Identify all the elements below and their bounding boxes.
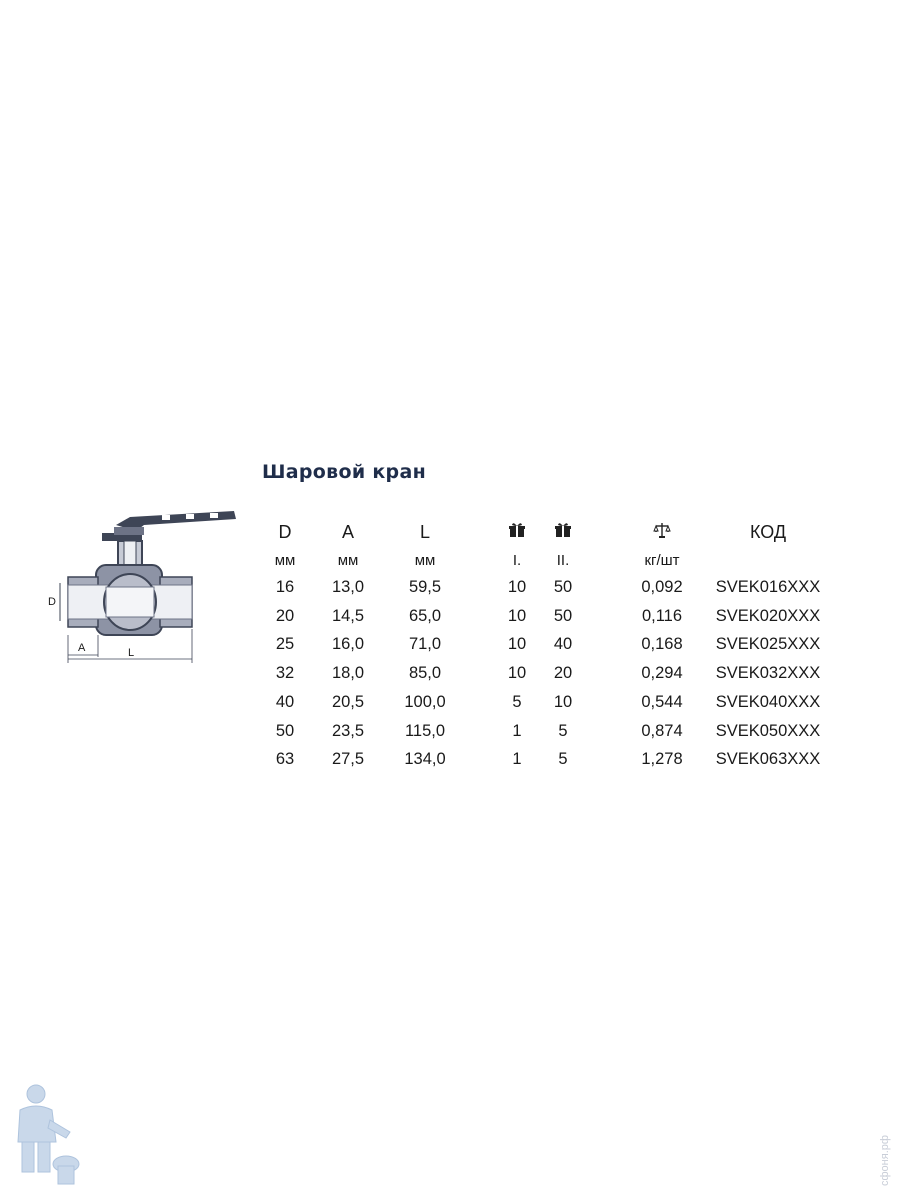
table-cell: SVEK040XXX bbox=[715, 692, 821, 711]
product-title: Шаровой кран bbox=[262, 461, 426, 483]
column-header-d: D bbox=[278, 522, 292, 542]
table-cell: SVEK020XXX bbox=[715, 606, 821, 625]
table-cell: 85,0 bbox=[408, 664, 442, 683]
table-cell: 18,0 bbox=[331, 664, 365, 683]
scales-icon bbox=[653, 521, 671, 539]
table-cell: 10 bbox=[507, 635, 527, 654]
table-cell: 63 bbox=[275, 750, 295, 769]
table-cell: 40 bbox=[553, 635, 573, 654]
table-cell: 1 bbox=[512, 750, 522, 769]
table-cell: 0,874 bbox=[641, 721, 683, 740]
column-unit-weight: кг/шт bbox=[644, 552, 680, 569]
table-cell: SVEK025XXX bbox=[715, 635, 821, 654]
table-cell: 5 bbox=[558, 721, 568, 740]
column-unit-d: мм bbox=[274, 552, 296, 569]
diagram-label-d: D bbox=[48, 596, 56, 608]
table-cell: 100,0 bbox=[404, 692, 446, 711]
table-cell: 0,168 bbox=[641, 635, 683, 654]
svg-text:сфоня.рф: сфоня.рф bbox=[879, 1135, 891, 1186]
table-cell: 0,544 bbox=[641, 692, 683, 711]
site-watermark bbox=[876, 1090, 892, 1190]
package-icon bbox=[554, 521, 572, 539]
table-cell: 20 bbox=[275, 606, 295, 625]
column-unit-a: мм bbox=[337, 552, 359, 569]
column-header-l: L bbox=[419, 522, 431, 542]
table-cell: 16,0 bbox=[331, 635, 365, 654]
table-cell: 25 bbox=[275, 635, 295, 654]
column-unit-pack2: II. bbox=[556, 552, 570, 569]
table-cell: 71,0 bbox=[408, 635, 442, 654]
table-cell: 134,0 bbox=[404, 750, 446, 769]
table-cell: 10 bbox=[507, 664, 527, 683]
table-cell: SVEK032XXX bbox=[715, 664, 821, 683]
table-cell: 10 bbox=[507, 606, 527, 625]
table-cell: 0,116 bbox=[641, 606, 683, 625]
table-cell: 59,5 bbox=[408, 578, 442, 596]
table-cell: 50 bbox=[553, 606, 573, 625]
table-cell: 40 bbox=[275, 692, 295, 711]
table-cell: 1 bbox=[512, 721, 522, 740]
package-icon bbox=[508, 521, 526, 539]
table-cell: 13,0 bbox=[331, 578, 365, 596]
table-cell: 10 bbox=[507, 578, 527, 596]
table-cell: 0,092 bbox=[641, 578, 683, 596]
table-cell: 20,5 bbox=[331, 692, 365, 711]
table-cell: 50 bbox=[553, 578, 573, 596]
table-cell: 65,0 bbox=[408, 606, 442, 625]
table-cell: SVEK016XXX bbox=[715, 578, 821, 596]
table-cell: SVEK063XXX bbox=[715, 750, 821, 769]
table-cell: SVEK050XXX bbox=[715, 721, 821, 740]
column-unit-l: мм bbox=[414, 552, 436, 569]
table-cell: 27,5 bbox=[331, 750, 365, 769]
column-unit-pack1: I. bbox=[512, 552, 522, 569]
table-cell: 5 bbox=[512, 692, 522, 711]
column-header-code: КОД bbox=[749, 522, 787, 542]
table-cell: 32 bbox=[275, 664, 295, 683]
table-cell: 23,5 bbox=[331, 721, 365, 740]
table-cell: 1,278 bbox=[641, 750, 683, 769]
column-header-a: A bbox=[341, 522, 355, 542]
table-cell: 14,5 bbox=[331, 606, 365, 625]
table-cell: 50 bbox=[275, 721, 295, 740]
table-cell: 0,294 bbox=[641, 664, 683, 683]
ball-valve-diagram bbox=[44, 505, 244, 665]
diagram-label-l: L bbox=[128, 647, 135, 659]
table-cell: 10 bbox=[553, 692, 573, 711]
plumber-logo bbox=[6, 1080, 82, 1190]
table-cell: 115,0 bbox=[404, 721, 446, 740]
table-cell: 20 bbox=[553, 664, 573, 683]
table-cell: 16 bbox=[275, 578, 295, 596]
table-cell: 5 bbox=[558, 750, 568, 769]
diagram-label-a: A bbox=[78, 642, 86, 654]
